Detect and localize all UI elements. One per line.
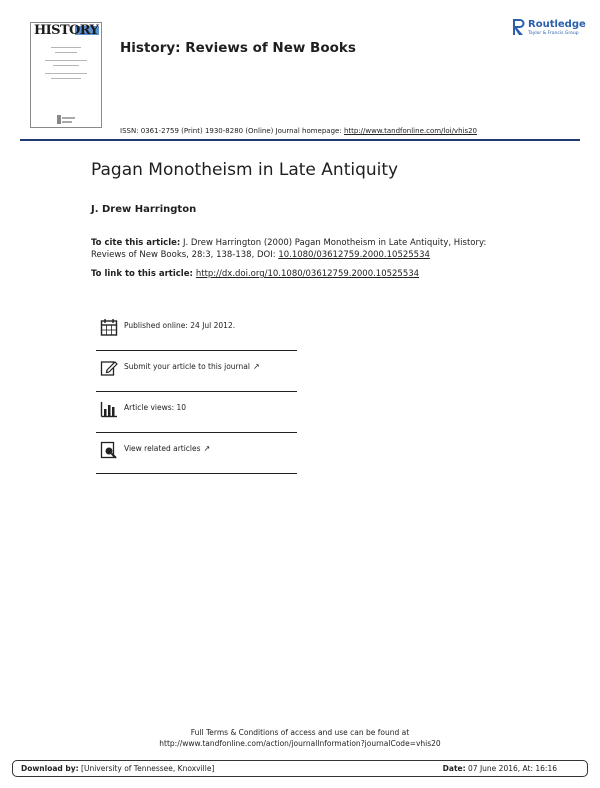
downloaded-by <box>21 764 214 773</box>
publisher-tagline: Taylor & Francis Group <box>528 31 579 36</box>
download-date-label: Date: <box>442 764 466 773</box>
article-author: J. Drew Harrington <box>91 204 197 215</box>
publisher-name: Routledge <box>528 19 586 30</box>
cover-masthead <box>31 23 101 39</box>
cover-text-line <box>55 52 77 53</box>
terms-line: Full Terms & Conditions of access and use can be found at <box>190 728 410 737</box>
journal-title: History: Reviews of New Books <box>120 40 356 56</box>
issn-text: ISSN: 0361-2759 (Print) 1930-8280 (Online) Journal homepage: <box>120 127 344 135</box>
submit-article-link[interactable] <box>124 362 260 371</box>
cover-text-line <box>51 47 81 48</box>
published-online-row <box>96 310 297 351</box>
article-link-line <box>91 269 419 279</box>
submit-article-label: Submit your article to this journal <box>124 362 250 371</box>
download-date-value: 07 June 2016, At: 16:16 <box>465 764 557 773</box>
submit-article-row[interactable] <box>96 351 297 392</box>
external-link-icon: ↗ <box>203 444 211 453</box>
article-views-text: Article views: 10 <box>124 403 187 412</box>
citation-label: To cite this article: <box>91 238 181 248</box>
citation-doi-link[interactable]: 10.1080/03612759.2000.10525534 <box>278 250 430 260</box>
search-document-icon <box>100 441 118 459</box>
routledge-r-icon <box>512 18 526 36</box>
downloaded-by-label: Download by: <box>21 764 79 773</box>
article-views-row <box>96 392 297 433</box>
issn-line <box>120 127 477 135</box>
journal-cover-thumbnail <box>30 22 102 128</box>
citation-text: J. Drew Harrington (2000) Pagan Monotheism in Late Antiquity, History: Reviews of New Books, 28:3, 138-138, DOI: <box>91 238 487 260</box>
cover-text-line <box>51 78 81 79</box>
cover-publisher-logo <box>57 115 75 124</box>
journal-homepage-link[interactable]: http://www.tandfonline.com/loi/vhis20 <box>343 127 478 135</box>
cover-text-line <box>45 60 87 61</box>
header-divider <box>20 139 580 141</box>
bar-chart-icon <box>100 400 118 418</box>
publisher-logo <box>512 18 592 40</box>
downloaded-by-value: [University of Tennessee, Knoxville] <box>78 764 215 773</box>
calendar-icon <box>100 318 118 336</box>
cover-masthead-text: HISTORY <box>34 23 99 38</box>
related-articles-link[interactable] <box>124 444 210 453</box>
article-title: Pagan Monotheism in Late Antiquity <box>91 160 399 180</box>
related-articles-row[interactable] <box>96 433 297 474</box>
download-info-bar <box>12 760 588 777</box>
terms-url[interactable]: http://www.tandfonline.com/action/journalInformation?journalCode=vhis20 <box>159 739 441 748</box>
edit-icon <box>100 359 118 377</box>
related-articles-label: View related articles <box>124 444 201 453</box>
external-link-icon: ↗ <box>252 362 260 371</box>
download-date <box>443 764 557 773</box>
article-doi-url[interactable]: http://dx.doi.org/10.1080/03612759.2000.10525534 <box>195 269 420 279</box>
published-online-text: Published online: 24 Jul 2012. <box>124 321 236 330</box>
article-info-box <box>96 310 297 474</box>
cover-text-line <box>45 73 87 74</box>
article-link-label: To link to this article: <box>91 269 196 279</box>
cover-text-line <box>53 65 79 66</box>
terms-notice <box>0 727 600 749</box>
citation-block <box>91 237 501 261</box>
